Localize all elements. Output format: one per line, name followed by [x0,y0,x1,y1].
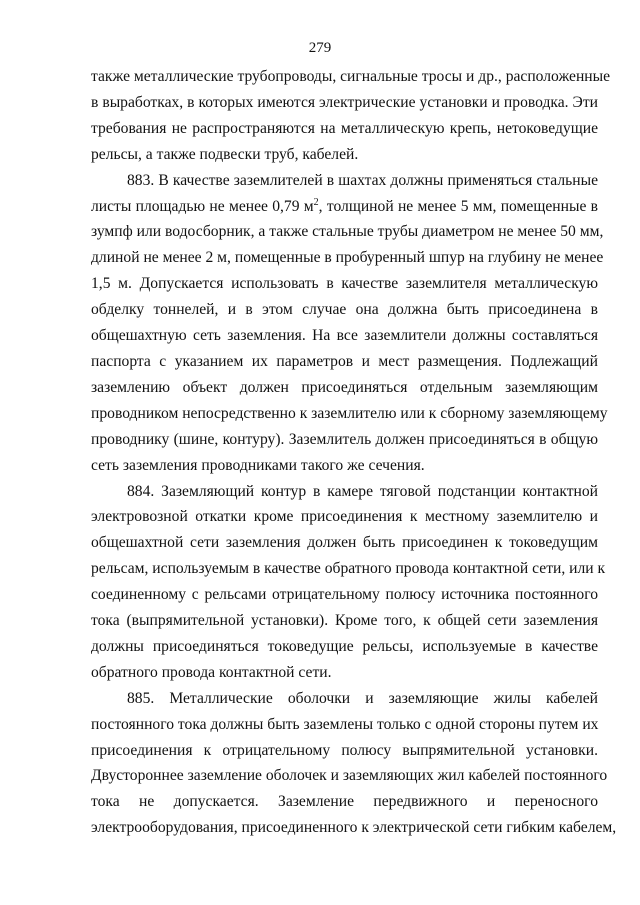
text-line: присоединения к отрицательному полюсу выпрямительной установки. [91,741,598,759]
paragraph-item-885 [91,686,617,841]
superscript: 2 [313,196,319,208]
text-line: 885. Металлические оболочки и заземляющие жилы кабелей [127,689,598,707]
text-line: 1,5 м. Допускается использовать в качестве заземлителя металлическую [91,275,598,293]
text-line: рельсы, а также подвески труб, кабелей. [91,145,359,163]
text-line: длиной не менее 2 м, помещенные в пробуренный шпур на глубину не менее [91,249,604,267]
text-segment: , толщиной не менее 5 мм, помещенные в [318,197,599,215]
text-line: 884. Заземляющий контур в камере тяговой подстанции контактной [127,482,598,500]
body-text [91,64,617,841]
text-line: паспорта с указанием их параметров и мест размещения. Подлежащий [91,352,598,370]
text-line: требования не распространяются на металлическую крепь, нетоковедущие [91,119,598,137]
text-line: общешахтной сети заземления должен быть присоединен к токоведущим [91,534,598,552]
text-segment: листы площадью не менее 0,79 м [91,197,314,215]
text-line: рельсам, используемым в качестве обратного провода контактной сети, или к [91,560,606,578]
text-line: Двустороннее заземление оболочек и заземляющих жил кабелей постоянного [91,767,608,785]
text-line [91,194,598,220]
text-line: электрооборудования, присоединенного к электрической сети гибким кабелем, [91,819,617,837]
paragraph-continuation [91,64,611,168]
text-line: заземлению объект должен присоединяться отдельным заземляющим [91,378,598,396]
text-line: проводником непосредственно к заземлителю или к сборному заземляющему [91,404,608,422]
text-line: проводнику (шине, контуру). Заземлитель должен присоединяться в общую [91,430,598,448]
text-line: тока (выпрямительной установки). Кроме того, к общей сети заземления [91,612,598,630]
text-line: обратного провода контактной сети. [91,663,332,681]
paragraph-item-883 [91,168,608,479]
page-number: 279 [308,40,332,56]
paragraph-item-884 [91,479,606,686]
text-line: постоянного тока должны быть заземлены только с одной стороны путем их [91,715,599,733]
text-line: сеть заземления проводниками такого же сечения. [91,456,425,474]
text-line: в выработках, в которых имеются электрические установки и проводка. Эти [91,93,598,111]
text-line: должны присоединяться токоведущие рельсы, используемые в качестве [91,637,598,655]
text-line: также металлические трубопроводы, сигнальные тросы и др., расположенные [91,68,611,85]
text-line: обделку тоннелей, и в этом случае она должна быть присоединена в [91,301,598,319]
text-line: электровозной откатки кроме присоединения к местному заземлителю и [91,508,598,526]
text-line: тока не допускается. Заземление передвижного и переносного [91,793,598,811]
text-line: общешахтную сеть заземления. На все заземлители должны составляться [91,327,598,345]
text-line: 883. В качестве заземлителей в шахтах должны применяться стальные [127,171,598,189]
text-line: зумпф или водосборник, а также стальные трубы диаметром не менее 50 мм, [91,223,604,241]
text-line: соединенному с рельсами отрицательному полюсу источника постоянного [91,586,598,604]
